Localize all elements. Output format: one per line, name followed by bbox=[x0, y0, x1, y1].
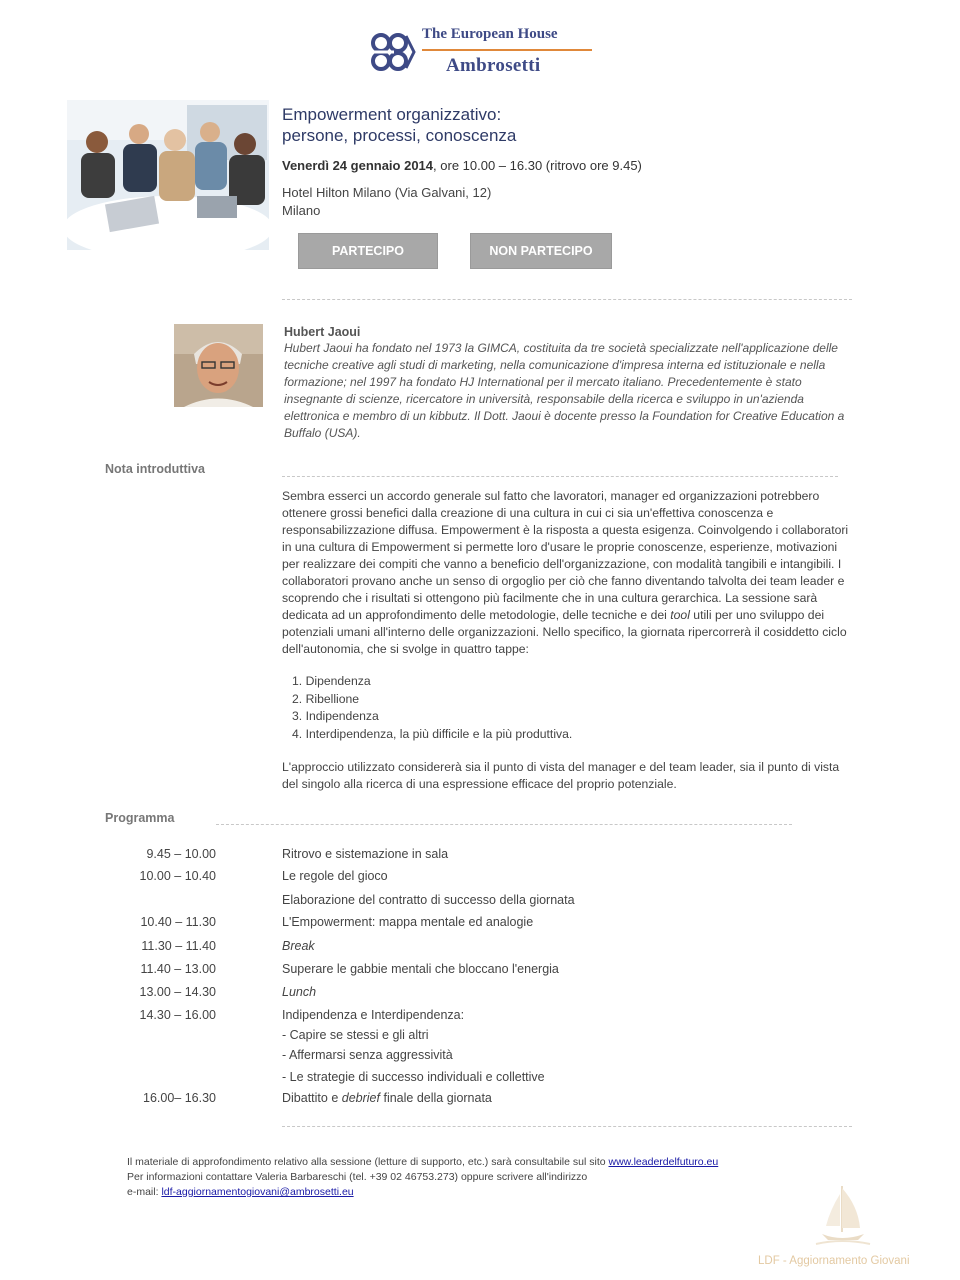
program-activity: - Affermarsi senza aggressività bbox=[282, 1048, 453, 1062]
phase-list bbox=[292, 673, 572, 743]
venue-city: Milano bbox=[282, 203, 321, 218]
phase-item: 2. Ribellione bbox=[292, 691, 360, 706]
phase-item: 4. Interdipendenza, la più difficile e la più produttiva. bbox=[292, 726, 573, 741]
speaker-photo bbox=[174, 324, 263, 407]
program-activity: Ritrovo e sistemazione in sala bbox=[282, 847, 449, 861]
phase-label: Dipendenza bbox=[305, 674, 371, 688]
divider bbox=[216, 824, 792, 825]
email-link[interactable]: ldf-aggiornamentogiovani@ambrosetti.eu bbox=[161, 1186, 354, 1198]
phase-label: Indipendenza bbox=[305, 709, 379, 723]
activity-text: finale della giornata bbox=[380, 1091, 492, 1105]
intro-section-label: Nota introduttiva bbox=[105, 462, 205, 476]
program-time: 13.00 – 14.30 bbox=[139, 985, 216, 999]
event-title-line1: Empowerment organizzativo: bbox=[282, 105, 502, 124]
footer-info bbox=[127, 1155, 847, 1200]
program-activity: Lunch bbox=[282, 985, 317, 999]
activity-text-italic: debrief bbox=[341, 1091, 380, 1105]
venue-address: Hotel Hilton Milano (Via Galvani, 12) bbox=[282, 185, 492, 200]
sailboat-icon bbox=[812, 1182, 872, 1250]
program-time: 16.00– 16.30 bbox=[143, 1091, 216, 1105]
program-activity: - Le strategie di successo individuali e collettive bbox=[282, 1070, 545, 1084]
brand-name-top: The European House bbox=[422, 26, 558, 42]
event-time: , ore 10.00 – 16.30 (ritrovo ore 9.45) bbox=[433, 158, 642, 173]
program-activity: L'Empowerment: mappa mentale ed analogie bbox=[282, 915, 534, 929]
phase-item: 1. Dipendenza bbox=[292, 674, 371, 688]
brand-divider bbox=[422, 49, 592, 51]
program-activity: Superare le gabbie mentali che bloccano l'energia bbox=[282, 962, 559, 976]
program-time: 9.45 – 10.00 bbox=[146, 847, 216, 861]
program-activity: - Capire se stessi e gli altri bbox=[282, 1028, 429, 1042]
program-activity: Le regole del gioco bbox=[282, 869, 388, 883]
program-time: 10.40 – 11.30 bbox=[140, 915, 216, 929]
program-activity: Break bbox=[282, 939, 315, 953]
phase-label: Interdipendenza, la più difficile e la più produttiva. bbox=[305, 726, 573, 741]
program-time: 11.40 – 13.00 bbox=[140, 962, 216, 976]
event-title-line2: persone, processi, conoscenza bbox=[282, 126, 517, 145]
phase-label: Ribellione bbox=[305, 691, 360, 706]
program-activity: Indipendenza e Interdipendenza: bbox=[282, 1008, 465, 1022]
footer-brand: LDF - Aggiornamento Giovani bbox=[758, 1255, 910, 1267]
event-title bbox=[282, 104, 602, 146]
event-date-bold: Venerdì 24 gennaio 2014 bbox=[282, 158, 434, 173]
speaker-name: Hubert Jaoui bbox=[284, 325, 361, 339]
program-time: 14.30 – 16.00 bbox=[139, 1008, 216, 1022]
program-activity bbox=[282, 1091, 492, 1105]
program-time: 11.30 – 11.40 bbox=[141, 939, 216, 953]
site-link[interactable]: www.leaderdelfuturo.eu bbox=[608, 1156, 719, 1168]
program-time: 10.00 – 10.40 bbox=[139, 869, 216, 883]
event-date bbox=[282, 158, 642, 173]
event-photo bbox=[67, 100, 269, 250]
activity-text: Dibattito e bbox=[282, 1091, 342, 1105]
footer-line1 bbox=[127, 1155, 847, 1170]
footer-line2: Per informazioni contattare Valeria Barbareschi (tel. +39 02 46753.273) oppure scrivere all'indirizzo bbox=[127, 1171, 588, 1183]
ambrosetti-logo-icon bbox=[368, 30, 418, 74]
program-activity: Elaborazione del contratto di successo della giornata bbox=[282, 893, 575, 907]
intro-paragraph bbox=[282, 488, 857, 658]
divider bbox=[282, 1126, 852, 1127]
brand-name-bottom: Ambrosetti bbox=[446, 55, 541, 76]
intro-text-a: Sembra esserci un accordo generale sul fatto che lavoratori, manager ed organizzazioni potrebbero ottenere grossi benefici dalla creazione di una cultura in cui ci sia un'effettiva conoscenza e responsabilizzazione diffusa. Empowerment è la risposta a questa esigenza. Coinvolgendo i collaboratori in una cultura di Empowerment si permette loro d'usare le proprie conoscenze, esperienze, motivazioni per realizzare dei compiti che vanno a beneficio dell'organizzazione, con modalità tangibili e intangibili. I collaboratori provano anche un senso di orgoglio per ciò che fanno diventando talvolta dei team leader e scoprendo che i risultati si ottengono più facilmente che in una cultura gerarchica. La sessione sarà dedicata ad un approfondimento delle metodologie, delle tecniche e dei bbox=[282, 489, 849, 622]
divider bbox=[282, 476, 838, 477]
partecipo-button[interactable]: PARTECIPO bbox=[298, 233, 438, 269]
email-label: e-mail: bbox=[127, 1186, 162, 1198]
intro-tool-word: tool bbox=[670, 608, 690, 622]
phase-item: 3. Indipendenza bbox=[292, 709, 379, 723]
intro-closing-paragraph: L'approccio utilizzato considererà sia il punto di vista del manager e del team leader, sia il punto di vista del singolo alla ricerca di una espressione efficace del proprio potenziale. bbox=[282, 760, 840, 791]
event-venue bbox=[282, 184, 491, 220]
program-section-label: Programma bbox=[105, 811, 175, 825]
intro-text-b: utili per uno sviluppo dei potenziali umani all'interno delle organizzazioni. Nello specifico, la giornata ripercorrerà il cosiddetto ciclo dell'autonomia, che si svolge in quattro tappe: bbox=[282, 608, 847, 656]
footer-line3 bbox=[127, 1185, 847, 1200]
non-partecipo-button[interactable]: NON PARTECIPO bbox=[470, 233, 612, 269]
speaker-bio: Hubert Jaoui ha fondato nel 1973 la GIMCA, costituita da tre società specializzate nell'applicazione delle tecniche creative agli studi di marketing, nella comunicazione d'impresa interna ed istituzionale e nella formazione; nel 1997 ha fondato HJ International per il mercato italiano. Precedentemente è stato insegnante di scienze, ricercatore in università, responsabile della ricerca e sviluppo in un'azienda elettronica e membro di un kibbutz. Il Dott. Jaoui è docente presso la Foundation for Creative Education a Buffalo (USA). bbox=[284, 341, 845, 440]
footer-text: Il materiale di approfondimento relativo alla sessione (letture di supporto, etc.) sarà consultabile sul sito bbox=[127, 1156, 609, 1168]
divider bbox=[282, 299, 852, 300]
